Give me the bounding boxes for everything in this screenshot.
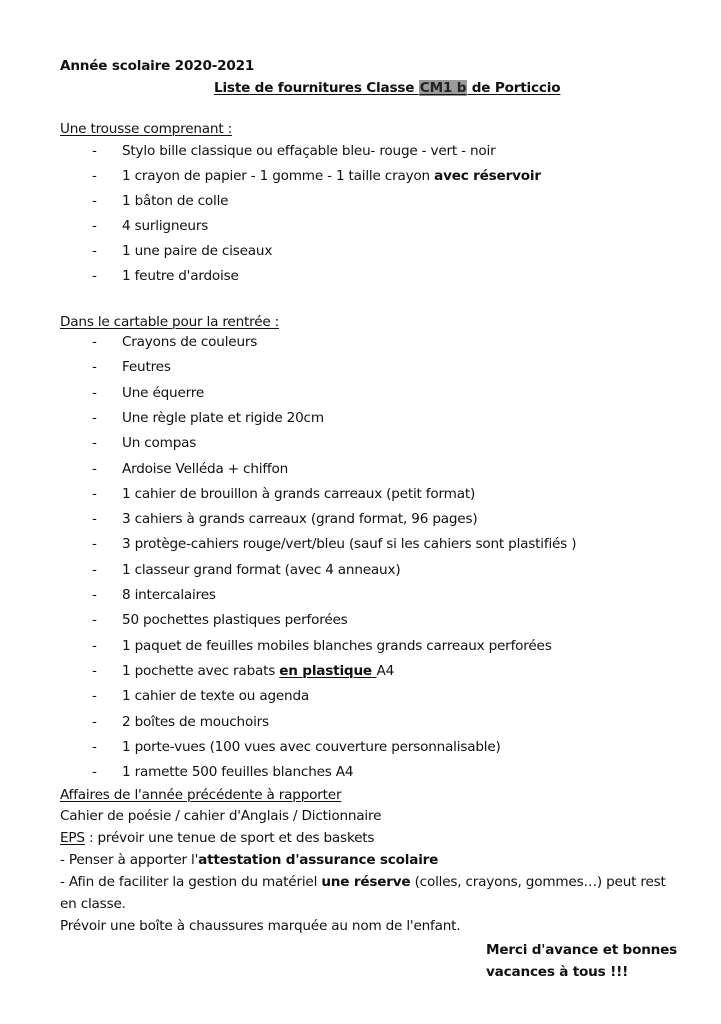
- bullet-dash: -: [92, 168, 97, 184]
- list-item-text: Une équerre: [122, 384, 205, 401]
- list-item: [122, 687, 309, 705]
- bullet-dash: -: [92, 764, 97, 781]
- list-item-text: 3 cahiers à grands carreaux (grand format, 96 pages): [122, 511, 478, 528]
- bullet-dash: -: [92, 143, 97, 159]
- list-item-text: 3 protège-cahiers rouge/vert/bleu (sauf si les cahiers sont plastifiés ): [122, 536, 577, 553]
- list-item: [122, 333, 257, 351]
- list-item: [122, 611, 348, 629]
- list-item: [122, 586, 216, 604]
- reserve-post: (colles, crayons, gommes…) peut rest: [410, 874, 666, 890]
- list-item-text: 1 une paire de ciseaux: [122, 243, 273, 259]
- list-item: [122, 358, 171, 376]
- list-item: [122, 384, 204, 402]
- bullet-dash: -: [92, 359, 97, 376]
- closing-line-2: vacances à tous !!!: [486, 964, 629, 980]
- line-assurance: [60, 851, 438, 869]
- line-eps: [60, 829, 374, 847]
- assurance-pre: - Penser à apporter l': [60, 852, 199, 868]
- list-item: [122, 142, 495, 160]
- bullet-dash: -: [92, 334, 97, 350]
- bullet-dash: -: [92, 662, 97, 679]
- section-heading-cartable: Dans le cartable pour la rentrée :: [60, 314, 280, 330]
- section-heading-annee-precedente: Affaires de l'année précédente à rapporter: [60, 787, 342, 803]
- list-item-text: 2 boîtes de mouchoirs: [122, 713, 269, 730]
- list-item-text: 1 feutre d'ardoise: [122, 268, 239, 284]
- assurance-bold: attestation d'assurance scolaire: [198, 852, 439, 868]
- bullet-dash: -: [92, 688, 97, 705]
- bullet-dash: -: [92, 243, 97, 259]
- bullet-dash: -: [92, 409, 97, 426]
- list-item-text: 50 pochettes plastiques perforées: [122, 612, 348, 629]
- line-cahiers: Cahier de poésie / cahier d'Anglais / Dictionnaire: [60, 808, 382, 824]
- list-item: [122, 510, 477, 528]
- list-item-text: Un compas: [122, 435, 197, 452]
- line-reserve-cont: en classe.: [60, 896, 126, 912]
- list-item: [122, 460, 288, 478]
- list-item: [122, 192, 228, 210]
- bullet-dash: -: [92, 511, 97, 528]
- list-item-text: Stylo bille classique ou effaçable bleu- rouge - vert - noir: [122, 143, 496, 159]
- list-item: [122, 434, 196, 452]
- bullet-dash: -: [92, 460, 97, 477]
- list-item-text: 8 intercalaires: [122, 587, 216, 603]
- list-item: [122, 267, 239, 285]
- list-item-emphasis: en plastique: [279, 662, 377, 679]
- list-item-text: 1 porte-vues (100 vues avec couverture personnalisable): [122, 738, 501, 755]
- bullet-dash: -: [92, 536, 97, 553]
- bullet-dash: -: [92, 637, 97, 654]
- bullet-dash: -: [92, 612, 97, 629]
- reserve-pre: - Afin de faciliter la gestion du matériel: [60, 874, 322, 890]
- list-item-text: 1 cahier de texte ou agenda: [122, 688, 310, 705]
- list-item-text: Crayons de couleurs: [122, 334, 258, 350]
- list-item-text: 1 pochette avec rabats: [122, 662, 280, 679]
- list-item: [122, 738, 501, 756]
- list-item-text: 1 cahier de brouillon à grands carreaux (petit format): [122, 485, 476, 502]
- list-item: [122, 713, 269, 731]
- eps-text: : prévoir une tenue de sport et des baskets: [84, 830, 375, 846]
- list-item-bold: avec réservoir: [434, 168, 541, 184]
- list-item-text: 1 ramette 500 feuilles blanches A4: [122, 764, 354, 781]
- list-item-text: 1 paquet de feuilles mobiles blanches grands carreaux perforées: [122, 637, 552, 654]
- eps-label: EPS: [60, 830, 85, 846]
- list-item: [122, 242, 272, 260]
- list-item: [122, 763, 353, 781]
- line-boite: Prévoir une boîte à chaussures marquée au nom de l'enfant.: [60, 918, 461, 934]
- document-title: [214, 79, 560, 97]
- list-item-text: Une règle plate et rigide 20cm: [122, 409, 324, 426]
- list-item: [122, 637, 552, 655]
- list-item: [122, 662, 394, 680]
- bullet-dash: -: [92, 713, 97, 730]
- list-item-text: 1 crayon de papier - 1 gomme - 1 taille crayon: [122, 168, 435, 184]
- bullet-dash: -: [92, 561, 97, 578]
- title-class: CM1 b: [419, 80, 467, 96]
- list-item-text: 1 classeur grand format (avec 4 anneaux): [122, 561, 401, 578]
- closing-line-1: Merci d'avance et bonnes: [486, 942, 678, 958]
- list-item-text: Ardoise Velléda + chiffon: [122, 460, 289, 477]
- list-item: [122, 561, 400, 579]
- list-item: [122, 217, 208, 235]
- list-item-text: Feutres: [122, 359, 171, 376]
- title-suffix: de Porticcio: [467, 80, 561, 96]
- list-item-text: 4 surligneurs: [122, 218, 209, 234]
- list-item: [122, 535, 576, 553]
- bullet-dash: -: [92, 738, 97, 755]
- list-item-text: 1 bâton de colle: [122, 193, 229, 209]
- bullet-dash: -: [92, 384, 97, 401]
- bullet-dash: -: [92, 485, 97, 502]
- section-heading-trousse: Une trousse comprenant :: [60, 121, 232, 137]
- bullet-dash: -: [92, 193, 97, 209]
- title-prefix: Liste de fournitures Classe: [214, 80, 419, 96]
- line-reserve: [60, 873, 666, 891]
- list-item: [122, 409, 324, 427]
- list-item: [122, 167, 541, 185]
- bullet-dash: -: [92, 268, 97, 284]
- school-year: Année scolaire 2020-2021: [60, 58, 255, 74]
- bullet-dash: -: [92, 218, 97, 234]
- bullet-dash: -: [92, 435, 97, 452]
- bullet-dash: -: [92, 587, 97, 603]
- reserve-bold: une réserve: [321, 874, 411, 890]
- list-item: [122, 485, 475, 503]
- list-item-suffix: A4: [376, 662, 395, 679]
